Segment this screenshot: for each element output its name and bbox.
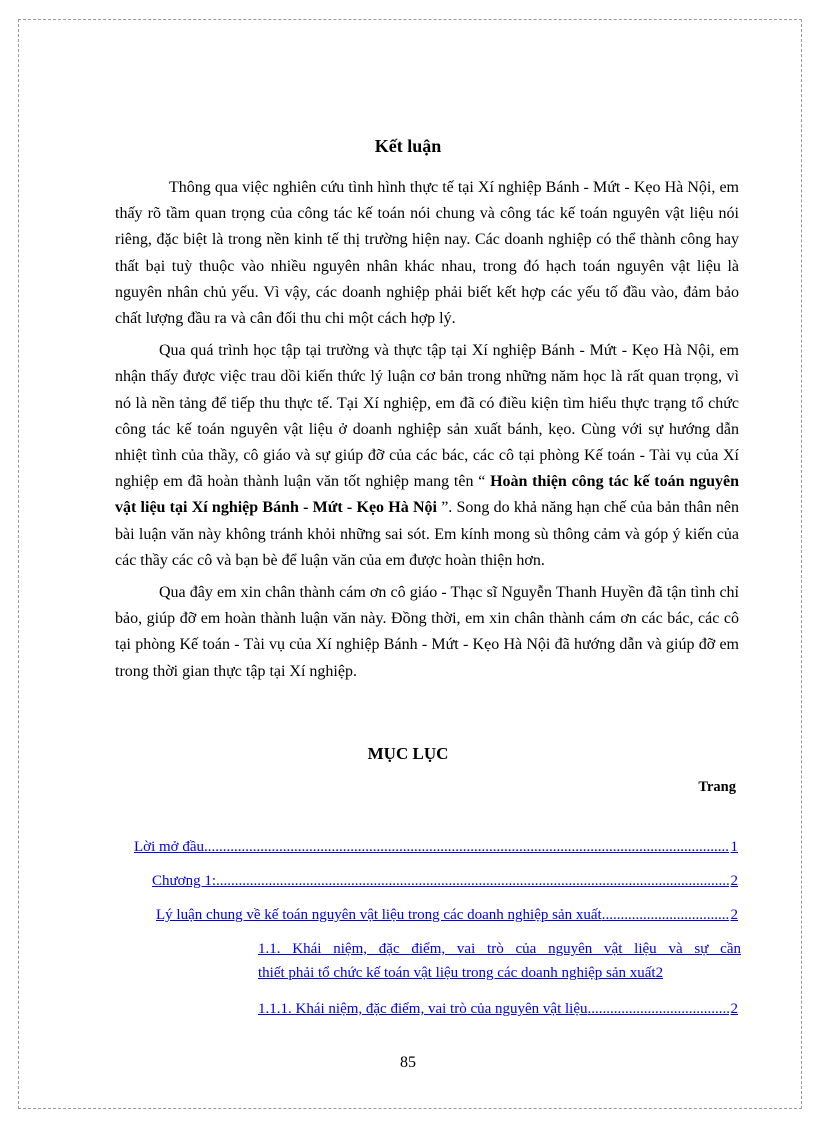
- toc-entry-chuong-1[interactable]: [152, 869, 738, 893]
- toc-entry-1-1[interactable]: [258, 937, 741, 985]
- conclusion-paragraph-3: Qua đây em xin chân thành cám ơn cô giáo - Thạc sĩ Nguyễn Thanh Huyền đã tận tình chỉ bảo, giúp đỡ em hoàn thành luận văn này. Đồng thời, em xin chân thành cám ơn các bác, các cô tại phòng Kế toán - Tài vụ của Xí nghiệp Bánh - Mứt - Kẹo Hà Nội đã hướng dẫn và giúp đỡ em trong thời gian thực tập tại Xí nghiệp.: [115, 584, 739, 680]
- toc-entry-label: Chương 1:: [152, 873, 216, 889]
- toc-entry-label-line-1: 1.1. Khái niệm, đặc điểm, vai trò của nguyên vật liệu và sự cần: [258, 941, 741, 957]
- toc-entry-label: Lý luận chung về kế toán nguyên vật liệu trong các doanh nghiệp sản xuất: [156, 907, 602, 923]
- paragraph-2-text-start: Qua quá trình học tập tại trường và thực tập tại Xí nghiệp Bánh - Mứt - Kẹo Hà Nội, em nhận thấy được việc trau dồi kiến thức lý luận cơ bản trong những năm học là rất quan trọng, vì nó là nền tảng để tiếp thu thực tế. Tại Xí nghiệp, em đã có điều kiện tìm hiểu thực trạng tổ chức công tác kế toán nguyên vật liệu ở doanh nghiệp sản xuất bánh, kẹo. Cùng với sự hướng dẫn nhiệt tình của thầy, cô giáo và sự giúp đỡ của các bác, các cô tại phòng Kế toán - Tài vụ của Xí nghiệp em đã hoàn thành luận văn tốt nghiệp mang tên “: [115, 342, 739, 491]
- toc-entry-loi-mo-dau[interactable]: [134, 835, 738, 859]
- toc-leader-dots: [602, 903, 729, 927]
- toc-page-column-header: Trang: [698, 779, 736, 795]
- page-number: 85: [400, 1054, 416, 1071]
- toc-entry-label: Lời mở đầu: [134, 839, 205, 855]
- conclusion-body: [115, 175, 739, 691]
- conclusion-heading: Kết luận: [374, 136, 442, 156]
- toc-entry-label-line-2-text: thiết phải tổ chức kế toán vật liệu trong các doanh nghiệp sản xuất: [258, 965, 656, 981]
- toc-entry-ly-luan-chung[interactable]: [156, 903, 738, 927]
- toc-entry-label: 1.1.1. Khái niệm, đặc điểm, vai trò của nguyên vật liệu: [258, 1001, 588, 1017]
- toc-entry-page: 2: [730, 873, 738, 889]
- toc-entry-1-1-1[interactable]: [258, 997, 738, 1021]
- thesis-title: Hoàn thiện công tác kế toán nguyên vật liệu tại Xí nghiệp Bánh - Mứt - Kẹo Hà Nội: [115, 473, 740, 517]
- page-border-left: [18, 19, 19, 1109]
- toc-leader-dots: [588, 997, 729, 1021]
- toc-heading: MỤC LỤC: [367, 744, 449, 763]
- page-border-bottom: [18, 1108, 802, 1109]
- toc-entry-label-line-2: [258, 961, 741, 985]
- toc-entry-page: 2: [730, 907, 738, 923]
- paragraph-2-text-end: ”. Song do khả năng hạn chế của bản thân nên bài luận văn này không tránh khỏi những sai sót. Em kính mong sù thông cảm và góp ý kiến của các thầy các cô và bạn bè để luận văn của em được hoàn thiện hơn.: [115, 499, 739, 569]
- toc-entry-page: 2: [655, 965, 664, 981]
- conclusion-paragraph-2: [115, 338, 739, 574]
- page-border-top: [18, 19, 802, 20]
- page-border-right: [801, 19, 802, 1109]
- toc-entry-page: 2: [730, 1001, 738, 1017]
- toc-leader-dots: [204, 835, 728, 859]
- conclusion-paragraph-1: Thông qua việc nghiên cứu tình hình thực tế tại Xí nghiệp Bánh - Mứt - Kẹo Hà Nội, em thấy rõ tầm quan trọng của công tác kế toán nói chung và công tác kế toán nguyên vật liệu nói riêng, đặc biệt là trong nền kinh tế thị trường hiện nay. Các doanh nghiệp có thể thành công hay thất bại tuỳ thuộc vào nhiều nguyên nhân khác nhau, trong đó hạch toán nguyên vật liệu là nguyên nhân chủ yếu. Vì vậy, các doanh nghiệp phải biết kết hợp các yếu tố đầu vào, đảm bảo chất lượng đầu ra và cân đối thu chi một cách hợp lý.: [115, 179, 739, 328]
- toc-entry-page: 1: [730, 839, 738, 855]
- toc-leader-dots: [216, 869, 729, 893]
